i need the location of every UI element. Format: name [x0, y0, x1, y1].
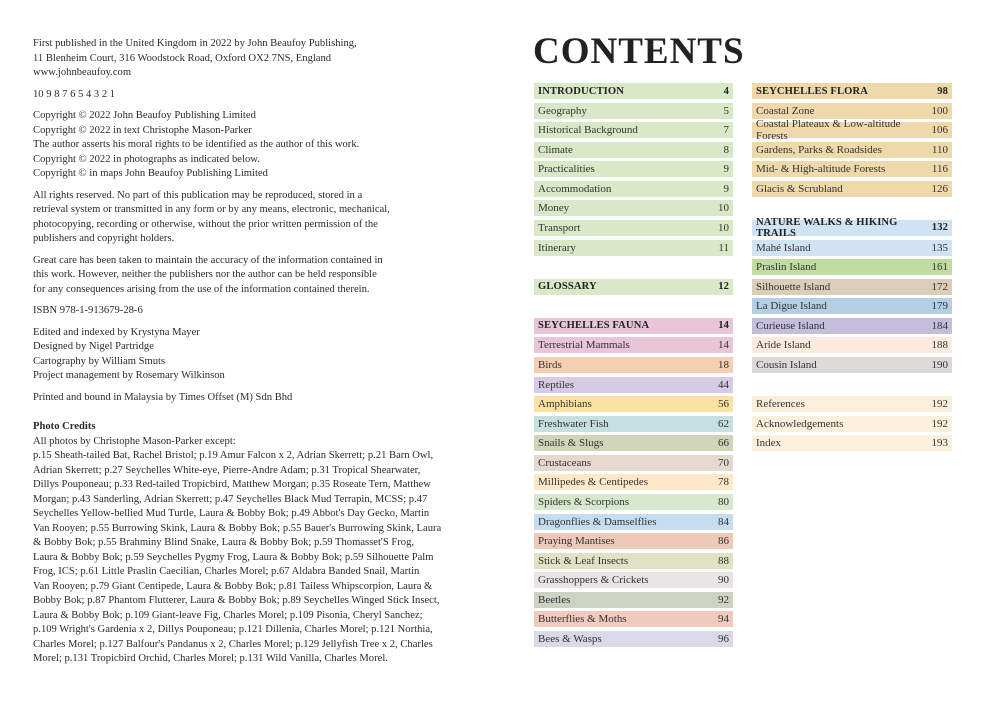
contents-entry[interactable]: [534, 122, 733, 138]
contents-entry[interactable]: [534, 103, 733, 119]
contents-entry[interactable]: [534, 533, 733, 549]
entry-title: Cousin Island: [756, 358, 817, 371]
entry-page-number: 4: [723, 85, 729, 97]
entry-title: SEYCHELLES FLORA: [756, 85, 868, 97]
credit-line: Laura & Bobby Bok; p.59 Seychelles Pygmy Frog, Laura & Bobby Bok; p.59 Silhouette Palm: [33, 551, 434, 563]
contents-entry[interactable]: [534, 161, 733, 177]
text-line: photocopying, recording or otherwise, without the prior written permission of the: [33, 218, 378, 230]
entry-title: Accommodation: [538, 182, 612, 195]
entry-title: Silhouette Island: [756, 280, 831, 293]
entry-title: NATURE WALKS & HIKING TRAILS: [756, 216, 898, 239]
text-line: www.johnbeaufoy.com: [33, 67, 132, 78]
entry-page-number: 172: [931, 280, 948, 293]
entry-page-number: 11: [718, 241, 729, 254]
contents-entry[interactable]: [534, 553, 733, 569]
entry-title: Historical Background: [538, 124, 638, 137]
imprint-paragraph: [33, 109, 441, 182]
contents-entry[interactable]: [752, 103, 952, 119]
contents-entry[interactable]: [534, 337, 733, 353]
entry-page-number: 92: [718, 593, 729, 606]
contents-entry[interactable]: [534, 592, 733, 608]
entry-title: Praying Mantises: [538, 535, 615, 548]
contents-entry[interactable]: [752, 298, 952, 314]
credit-line: Morel; p.131 Tropicbird Orchid, Charles Morel; p.131 Wild Vanilla, Charles Morel.: [33, 653, 388, 664]
credit-line: Laura & Bobby Bok; p.109 Giant-leave Fig, Charles Morel; p.109 Pisonia, Cheryl Sanchez;: [33, 609, 423, 621]
text-line: Project management by Rosemary Wilkinson: [33, 370, 225, 381]
entry-page-number: 10: [718, 202, 729, 215]
entry-title: Bees & Wasps: [538, 632, 602, 645]
entry-page-number: 192: [931, 417, 948, 430]
entry-page-number: 66: [718, 437, 729, 450]
entry-page-number: 80: [718, 495, 729, 508]
contents-entry[interactable]: [752, 318, 952, 334]
contents-entry[interactable]: [534, 455, 733, 471]
text-line: The author asserts his moral rights to be identified as the author of this work.: [33, 139, 360, 150]
entry-page-number: 94: [718, 613, 729, 626]
contents-entry[interactable]: [752, 279, 952, 295]
entry-page-number: 12: [718, 281, 729, 293]
contents-entry[interactable]: [534, 318, 733, 334]
text-line: Cartography by William Smuts: [33, 355, 166, 367]
credit-line: Van Rooyen; p.55 Burrowing Skink, Laura & Bobby Bok; p.55 Bauer's Burrowing Skink, Laura: [33, 522, 442, 534]
imprint-paragraphs: [33, 37, 441, 405]
contents-entry[interactable]: [534, 220, 733, 236]
entry-title: Coastal Zone: [756, 104, 815, 117]
contents-entry[interactable]: [534, 631, 733, 647]
credit-line: Seychelles Yellow-bellied Mud Turtle, Laura & Bobby Bok; p.49 Abbot's Day Gecko, Martin: [33, 508, 430, 519]
entry-page-number: 126: [931, 182, 948, 195]
entry-title: References: [756, 398, 805, 411]
entry-page-number: 192: [931, 398, 948, 411]
contents-entry[interactable]: [752, 216, 952, 239]
entry-page-number: 90: [718, 574, 729, 587]
text-line: retrieval system or transmitted in any form or by any means, electronic, mechanical,: [33, 204, 390, 215]
text-line: Copyright © 2022 in photographs as indicated below.: [33, 153, 260, 165]
entry-page-number: 8: [723, 143, 729, 156]
credit-line: Adrian Skerrett; p.27 Seychelles White-eye, Pierre-Andre Adam; p.31 Tropical Shearwater,: [33, 464, 421, 476]
contents-entry[interactable]: [752, 181, 952, 197]
entry-page-number: 179: [931, 300, 948, 313]
entry-title: Praslin Island: [756, 261, 817, 274]
entry-page-number: 188: [931, 339, 948, 352]
imprint-page: [33, 37, 441, 674]
contents-entry[interactable]: [534, 200, 733, 216]
imprint-paragraph: [33, 254, 441, 298]
entry-page-number: 110: [931, 143, 948, 156]
contents-entry[interactable]: [534, 572, 733, 588]
contents-entry[interactable]: [534, 357, 733, 373]
entry-page-number: 5: [723, 104, 729, 117]
entry-page-number: 132: [931, 222, 948, 234]
text-line: ISBN 978-1-913679-28-6: [33, 305, 143, 316]
entry-page-number: 7: [723, 124, 729, 137]
entry-title: Stick & Leaf Insects: [538, 554, 629, 567]
text-line: publishers and copyright holders.: [33, 233, 175, 244]
entry-page-number: 10: [718, 221, 729, 234]
text-line: this work. However, neither the publishers nor the author can be held responsible: [33, 269, 377, 280]
contents-title: CONTENTS: [533, 31, 745, 72]
entry-page-number: 9: [723, 163, 729, 176]
contents-entry[interactable]: [534, 142, 733, 158]
imprint-paragraph: [33, 189, 441, 247]
entry-page-number: 96: [718, 632, 729, 645]
entry-title: Beetles: [538, 593, 571, 606]
entry-title: Itinerary: [538, 241, 576, 254]
contents-entry[interactable]: [534, 416, 733, 432]
entry-title: Butterflies & Moths: [538, 613, 627, 626]
photo-credits: [33, 420, 441, 667]
text-line: Copyright © 2022 John Beaufoy Publishing Limited: [33, 110, 256, 121]
entry-page-number: 106: [931, 124, 948, 137]
entry-title: SEYCHELLES FAUNA: [538, 320, 650, 332]
credit-line: Van Rooyen; p.79 Giant Centipede, Laura & Bobby Bok; p.81 Tailess Whipscorpion, Laura &: [33, 580, 433, 592]
credit-line: Dillys Pouponeau; p.33 Red-tailed Tropicbird, Matthew Morgan; p.35 Roseate Tern, Matthew: [33, 479, 431, 490]
entry-title: INTRODUCTION: [538, 85, 624, 97]
entry-title: GLOSSARY: [538, 281, 597, 293]
entry-page-number: 14: [718, 320, 729, 332]
entry-page-number: 44: [718, 378, 729, 391]
text-line: 10 9 8 7 6 5 4 3 2 1: [33, 88, 116, 100]
entry-page-number: 88: [718, 554, 729, 567]
entry-title: Index: [756, 437, 782, 450]
contents-entry[interactable]: [752, 357, 952, 373]
text-line: All rights reserved. No part of this publication may be reproduced, stored in a: [33, 189, 363, 201]
text-line: 11 Blenheim Court, 316 Woodstock Road, Oxford OX2 7NS, England: [33, 52, 332, 64]
entry-title: Spiders & Scorpions: [538, 495, 630, 508]
entry-page-number: 56: [718, 398, 729, 411]
text-line: Designed by Nigel Partridge: [33, 341, 154, 352]
photo-credits-text: [33, 435, 441, 667]
contents-entry[interactable]: [752, 118, 952, 143]
credit-line: & Bobby Bok; p.55 Brahminy Blind Snake, Laura & Bobby Bok; p.59 Thomasset'S Frog,: [33, 537, 415, 548]
contents-entry[interactable]: [752, 161, 952, 177]
entry-title: Climate: [538, 143, 573, 156]
contents-entry[interactable]: [534, 611, 733, 627]
entry-page-number: 14: [718, 339, 729, 352]
text-line: Edited and indexed by Krystyna Mayer: [33, 326, 200, 338]
credit-line: Bobby Bok; p.87 Phantom Flutterer, Laura & Bobby Bok; p.89 Seychelles Winged Stick Insect,: [33, 595, 440, 606]
text-line: Great care has been taken to maintain the accuracy of the information contained in: [33, 254, 383, 266]
contents-entry[interactable]: [534, 514, 733, 530]
text-line: First published in the United Kingdom in 2022 by John Beaufoy Publishing,: [33, 38, 357, 49]
contents-entry[interactable]: [534, 377, 733, 393]
entry-page-number: 135: [931, 241, 948, 254]
entry-title: La Digue Island: [756, 300, 827, 313]
imprint-paragraph: [33, 391, 441, 406]
entry-page-number: 98: [937, 85, 948, 97]
entry-title: Birds: [538, 358, 562, 371]
entry-title: Acknowledgements: [756, 417, 844, 430]
imprint-paragraph: [33, 304, 441, 319]
entry-title: Money: [538, 202, 570, 215]
entry-page-number: 116: [931, 163, 948, 176]
imprint-paragraph: [33, 88, 441, 103]
contents-entry[interactable]: [752, 396, 952, 412]
contents-entry[interactable]: [534, 396, 733, 412]
imprint-paragraph: [33, 326, 441, 384]
contents-entry[interactable]: [534, 435, 733, 451]
entry-title: Crustaceans: [538, 456, 592, 469]
entry-page-number: 9: [723, 182, 729, 195]
text-line: Copyright © in maps John Beaufoy Publishing Limited: [33, 168, 268, 179]
entry-page-number: 62: [718, 417, 729, 430]
contents-entry[interactable]: [534, 240, 733, 256]
contents-entry[interactable]: [752, 240, 952, 256]
entry-page-number: 86: [718, 535, 729, 548]
entry-page-number: 78: [718, 476, 729, 489]
contents-entry[interactable]: [534, 181, 733, 197]
contents-entry[interactable]: [534, 474, 733, 490]
entry-title: Practicalities: [538, 163, 595, 176]
contents-entry[interactable]: [752, 435, 952, 451]
entry-title: Gardens, Parks & Roadsides: [756, 143, 882, 156]
entry-page-number: 100: [931, 104, 948, 117]
entry-title: Amphibians: [538, 398, 592, 411]
credit-line: Morgan; p.43 Sanderling, Adrian Skerrett; p.47 Seychelles Black Mud Terrapin, MCSS; p.47: [33, 493, 428, 505]
text-line: for any consequences arising from the use of the information contained therein.: [33, 283, 370, 295]
entry-title: Terrestrial Mammals: [538, 339, 630, 352]
contents-entry[interactable]: [752, 83, 952, 99]
credit-line: p.15 Sheath-tailed Bat, Rachel Bristol; p.19 Amur Falcon x 2, Adrian Skerrett; p.21 Barn Owl,: [33, 450, 434, 461]
credit-line: Frog, ICS; p.61 Little Praslin Caecilian, Charles Morel; p.67 Aldabra Banded Snail, Martin: [33, 566, 420, 577]
entry-title: Aride Island: [756, 339, 811, 352]
photo-credits-heading: Photo Credits: [33, 421, 96, 432]
entry-page-number: 184: [931, 319, 948, 332]
text-line: Printed and bound in Malaysia by Times Offset (M) Sdn Bhd: [33, 391, 293, 403]
entry-page-number: 193: [931, 437, 948, 450]
entry-title: Grasshoppers & Crickets: [538, 574, 649, 587]
entry-title: Glacis & Scrubland: [756, 182, 843, 195]
entry-title: Coastal Plateaux & Low-altitude Forests: [756, 118, 901, 143]
entry-page-number: 18: [718, 358, 729, 371]
credit-line: Charles Morel; p.127 Balfour's Pandanus x 2, Charles Morel; p.129 Jellyfish Tree x 2, Charles: [33, 638, 433, 650]
entry-page-number: 84: [718, 515, 729, 528]
contents-entry[interactable]: [752, 416, 952, 432]
entry-title: Curieuse Island: [756, 319, 825, 332]
text-line: Copyright © 2022 in text Christophe Mason-Parker: [33, 124, 252, 136]
contents-entry[interactable]: [752, 337, 952, 353]
contents-entry[interactable]: [534, 279, 733, 295]
entry-title: Mid- & High-altitude Forests: [756, 163, 886, 176]
credit-line: p.109 Wright's Gardenia x 2, Dillys Pouponeau; p.121 Dillenia, Charles Morel; p.121 Northia,: [33, 624, 433, 635]
contents-entry[interactable]: [752, 259, 952, 275]
entry-title: Millipedes & Centipedes: [538, 476, 648, 489]
entry-page-number: 161: [931, 261, 948, 274]
contents-entry[interactable]: [752, 142, 952, 158]
entry-title: Reptiles: [538, 378, 575, 391]
entry-title: Mahé Island: [756, 241, 811, 254]
credit-line: All photos by Christophe Mason-Parker except:: [33, 435, 236, 447]
entry-page-number: 190: [931, 358, 948, 371]
contents-entry[interactable]: [534, 494, 733, 510]
contents-entry[interactable]: [534, 83, 733, 99]
imprint-paragraph: [33, 37, 441, 81]
entry-title: Transport: [538, 221, 581, 234]
entry-title: Freshwater Fish: [538, 417, 609, 430]
entry-title: Snails & Slugs: [538, 437, 604, 450]
entry-title: Dragonflies & Damselflies: [538, 515, 657, 528]
entry-title: Geography: [538, 104, 587, 117]
entry-page-number: 70: [718, 456, 729, 469]
